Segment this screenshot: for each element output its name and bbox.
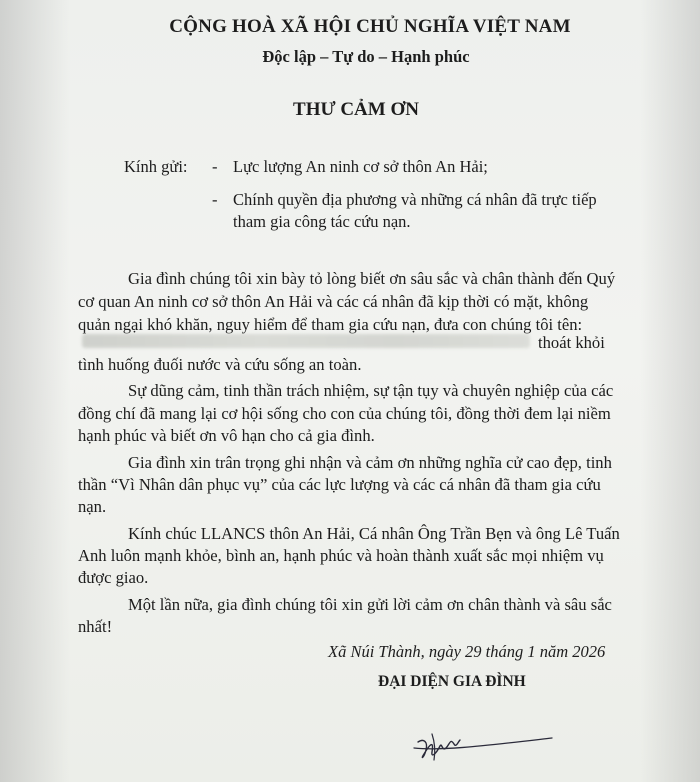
greeting-dash: - [212, 190, 218, 209]
national-motto: Độc lập – Tự do – Hạnh phúc [262, 47, 470, 66]
greeting-dash: - [212, 157, 218, 176]
national-title: CỘNG HOÀ XÃ HỘI CHỦ NGHĨA VIỆT NAM [169, 16, 571, 37]
document-title: THƯ CẢM ƠN [293, 99, 419, 120]
greeting-recipient-1: Lực lượng An ninh cơ sở thôn An Hải; [233, 157, 488, 176]
greeting-label: Kính gửi: [124, 157, 188, 176]
paragraph-5-line-1: Một lần nữa, gia đình chúng tôi xin gửi lời cảm ơn chân thành và sâu sắc [128, 595, 612, 614]
paragraph-1-line-5: tình huống đuối nước và cứu sống an toàn. [78, 355, 362, 374]
paragraph-5-line-2: nhất! [78, 617, 113, 636]
paragraph-1-line-1: Gia đình chúng tôi xin bày tỏ lòng biết ơn sâu sắc và chân thành đến Quý [128, 269, 616, 288]
paragraph-1-line-3: quản ngại khó khăn, nguy hiểm để tham gia cứu nạn, đưa con chúng tôi tên: [78, 315, 583, 334]
paragraph-1-line-2: cơ quan An ninh cơ sở thôn An Hải và các cá nhân đã kịp thời có mặt, không [78, 292, 589, 311]
greeting-recipient-2: Chính quyền địa phương và những cá nhân đã trực tiếp [233, 190, 597, 209]
representative-title: ĐẠI DIỆN GIA ĐÌNH [378, 673, 526, 690]
paragraph-2-line-3: hạnh phúc và biết ơn vô hạn cho cả gia đình. [78, 426, 375, 445]
paragraph-4-line-1: Kính chúc LLANCS thôn An Hải, Cá nhân Ông Trần Bẹn và ông Lê Tuấn [128, 524, 620, 543]
place-and-date: Xã Núi Thành, ngày 29 tháng 1 năm 2026 [328, 642, 606, 661]
redacted-name-blur [82, 334, 530, 348]
handwritten-signature [412, 718, 572, 778]
paragraph-3-line-2: thần “Vì Nhân dân phục vụ” của các lực lượng và các cá nhân đã tham gia cứu [78, 475, 601, 494]
paragraph-2-line-1: Sự dũng cảm, tinh thần trách nhiệm, sự tận tụy và chuyên nghiệp của các [128, 381, 614, 400]
paragraph-2-line-2: đồng chí đã mang lại cơ hội sống cho con của chúng tôi, đồng thời đem lại niềm [78, 404, 611, 423]
paragraph-4-line-3: được giao. [78, 568, 149, 587]
paragraph-3-line-3: nạn. [78, 497, 107, 516]
greeting-recipient-2-cont: tham gia công tác cứu nạn. [233, 212, 411, 231]
paragraph-3-line-1: Gia đình xin trân trọng ghi nhận và cảm ơn những nghĩa cử cao đẹp, tinh [128, 453, 612, 472]
paragraph-4-line-2: Anh luôn mạnh khỏe, bình an, hạnh phúc và hoàn thành xuất sắc mọi nhiệm vụ [78, 546, 604, 565]
paragraph-1-line-4-end: thoát khỏi [538, 333, 605, 352]
